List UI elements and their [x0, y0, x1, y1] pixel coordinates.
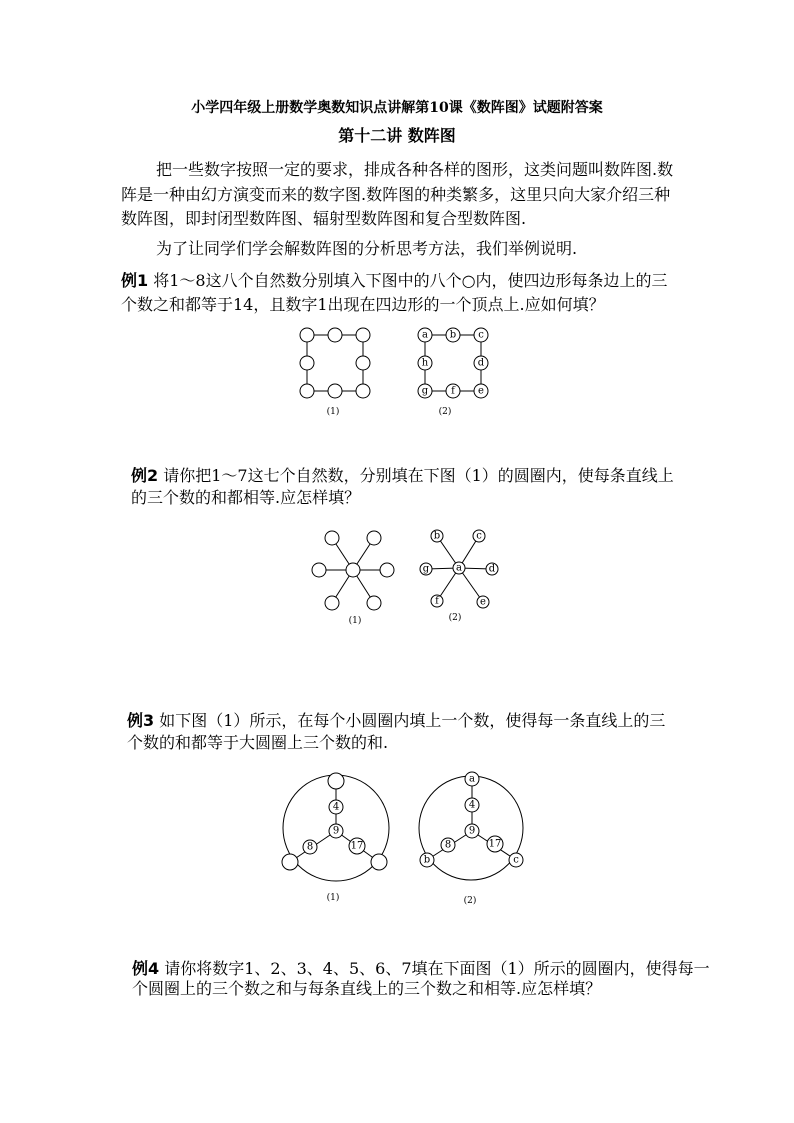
intro-line-2: 阵是一种由幻方演变而来的数字图.数阵图的种类繁多，这里只向大家介绍三种: [121, 185, 671, 204]
node-label-e: e: [478, 385, 484, 397]
example-4-text-1: 请你将数字1、2、3、4、5、6、7填在下面图（1）所示的圆圈内，使得每一: [164, 959, 710, 978]
example-1-label: 例1: [121, 271, 149, 290]
inner-number-17: 17: [488, 838, 502, 850]
node-label-c: c: [478, 329, 484, 341]
figure-2-2: [420, 530, 498, 623]
outer-label-b: b: [423, 854, 431, 866]
example-4-label: 例4: [132, 959, 160, 978]
figure-3-2: [419, 772, 523, 906]
example-1-line-2: 个数之和都等于14，且数字1出现在四边形的一个顶点上.应如何填？: [121, 295, 605, 314]
figure-3-caption-1: (1): [326, 893, 340, 903]
example-4-line-2: 个圆圈上的三个数之和与每条直线上的三个数之和相等.应怎样填？: [132, 979, 602, 998]
document-title: 小学四年级上册数学奥数知识点讲解第10课《数阵图》试题附答案: [191, 100, 603, 116]
figure-3-caption-2: (2): [463, 896, 477, 906]
intro-line-1: 把一些数字按照一定的要求，排成各种各样的图形，这类问题叫数阵图.数: [156, 160, 674, 179]
example-3-text-1: 如下图（1）所示，在每个小圆圈内填上一个数，使得每一条直线上的三: [159, 711, 666, 730]
node-label-a: a: [422, 329, 428, 341]
figure-2-caption-1: (1): [348, 616, 362, 626]
example-2-line-1: [131, 463, 674, 486]
intro-line-3: 数阵图，即封闭型数阵图、辐射型数阵图和复合型数阵图.: [121, 209, 527, 228]
example-3-label: 例3: [127, 711, 155, 730]
figure-2-radial-diagrams: [305, 525, 515, 630]
figure-1-1: [300, 328, 370, 417]
node-label-b: b: [449, 329, 457, 341]
example-1-line-1: [121, 268, 668, 291]
node-label-h: h: [421, 357, 429, 369]
figure-2-1: [312, 531, 394, 626]
node-label-e: e: [480, 596, 486, 608]
node-label-c: c: [476, 530, 482, 542]
node-label-f: f: [451, 385, 455, 397]
outer-label-a: a: [469, 773, 475, 785]
figure-1-square-diagrams: [290, 325, 500, 420]
inner-number-8: 8: [444, 839, 452, 851]
figure-1-caption-2: (2): [438, 407, 452, 417]
figure-2-caption-2: (2): [448, 613, 462, 623]
node-label-g: g: [421, 385, 429, 397]
example-2-line-2: 的三个数的和都相等.应怎样填？: [131, 488, 361, 507]
inner-number-9: 9: [468, 825, 476, 837]
example-3-line-2: 个数的和都等于大圆圈上三个数的和.: [127, 733, 389, 752]
node-label-center-a: a: [456, 562, 462, 574]
node-label-d: d: [488, 563, 496, 575]
inner-number-4: 4: [332, 801, 340, 813]
inner-number-8: 8: [306, 841, 314, 853]
node-label-g: g: [422, 563, 430, 575]
node-label-f: f: [435, 595, 439, 607]
example-3-line-1: [127, 708, 665, 731]
inner-number-4: 4: [468, 799, 476, 811]
example-1-text-1: 将1～8这八个自然数分别填入下图中的八个○内，使四边形每条边上的三: [153, 271, 668, 290]
figure-3-1: [282, 773, 389, 903]
example-2-label: 例2: [131, 466, 159, 485]
lecture-title: 第十二讲 数阵图: [338, 126, 456, 145]
example-2-text-1: 请你把1～7这七个自然数，分别填在下图（1）的圆圈内，使每条直线上: [163, 466, 674, 485]
node-label-d: d: [477, 357, 485, 369]
node-label-b: b: [433, 530, 441, 542]
inner-number-9: 9: [332, 825, 340, 837]
figure-3-circle-diagrams: [278, 765, 538, 910]
figure-1-caption-1: (1): [326, 407, 340, 417]
figure-1-2: [418, 328, 488, 417]
intro-line-4: 为了让同学们学会解数阵图的分析思考方法，我们举例说明.: [156, 239, 578, 258]
outer-label-c: c: [513, 854, 519, 866]
inner-number-17: 17: [350, 840, 364, 852]
